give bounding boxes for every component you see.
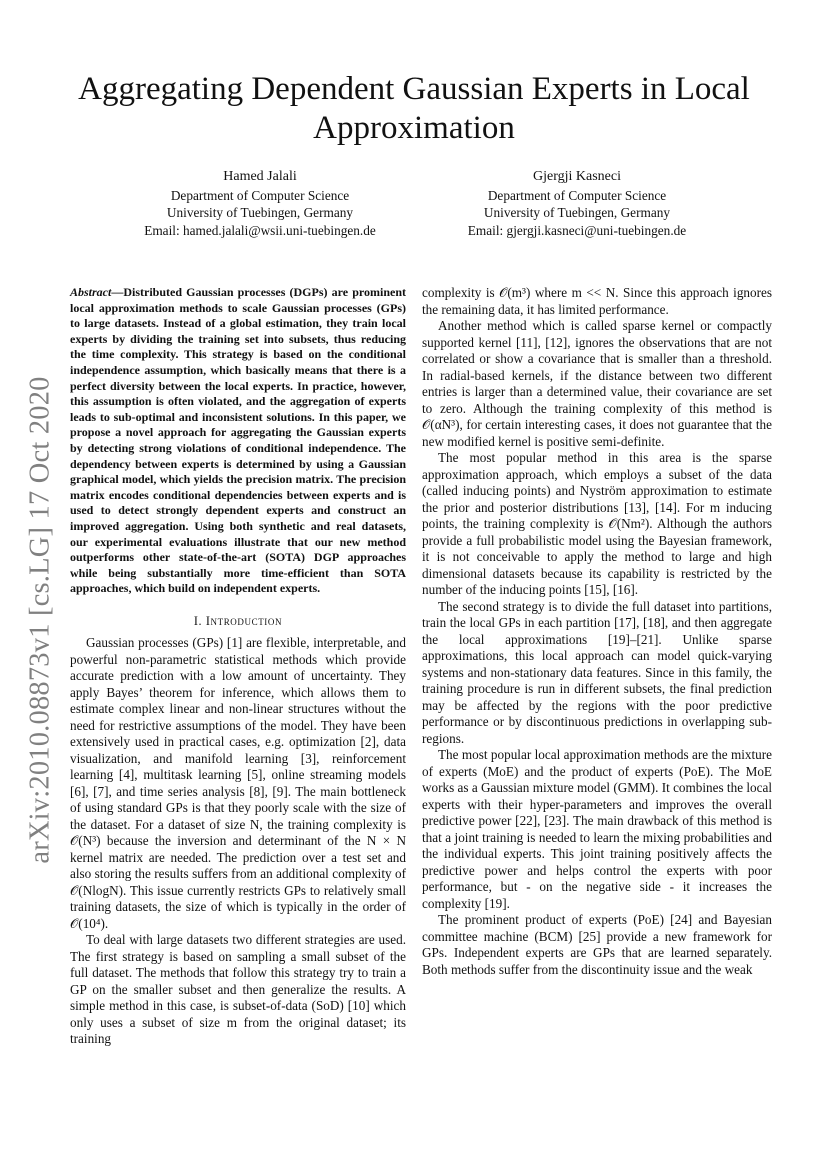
abstract-text: —Distributed Gaussian processes (DGPs) are prominent local approximation methods to scale Gaussian processes (GPs) to large datasets. Instead of a global estimation, they train local experts by dividing the training set into subsets, thus reducing the time complexity. This strategy is based on the conditional independence assumption, which basically means that there is a perfect diversity between the local experts. In practice, however, this assumption is often violated, and the aggregation of experts leads to sub-optimal and inconsistent solutions. In this paper, we propose a novel approach for aggregating the Gaussian experts by detecting strong violations of conditional independence. The dependency between experts is determined by using a Gaussian graphical model, which yields the precision matrix. The precision matrix encodes conditional dependencies between experts and is used to detect strongly dependent experts and construct an improved aggregation. Using both synthetic and real datasets, our experimental evaluations illustrate that our new method outperforms other state-of-the-art (SOTA) DGP approaches while being substantially more time-efficient than SOTA approaches, which build on independent experts. xyxy=(70,285,406,596)
abstract xyxy=(70,285,406,597)
author-university: University of Tuebingen, Germany xyxy=(166,205,354,220)
author-block-2 xyxy=(427,168,727,239)
body-paragraph: Gaussian processes (GPs) [1] are flexible, interpretable, and powerful non-parametric statistical methods which provide accurate prediction with a low amount of uncertainty. They apply Bayes’ theorem for inference, which allows them to estimate complex linear and non-linear structures without the need for restrictive assumptions of the model. They have been extensively used in practical cases, e.g. optimization [2], data visualization, and manifold learning [3], reinforcement learning [4], multitask learning [5], online streaming models [6], [7], and time series analysis [8], [9]. The main bottleneck of using standard GPs is that they poorly scale with the size of the dataset. For a dataset of size N, the training complexity is 𝒪(N³) because the inversion and determinant of the N × N kernel matrix are needed. The prediction over a test set and also storing the results suffers from an additional complexity of 𝒪(NlogN). This issue currently restricts GPs to relatively small training datasets, the size of which is typically in the order of 𝒪(10⁴). xyxy=(70,635,406,931)
author-name: Hamed Jalali xyxy=(223,169,297,184)
author-name: Gjergji Kasneci xyxy=(533,169,621,184)
body-paragraph: Another method which is called sparse kernel or compactly supported kernel [11], [12], ignores the observations that are not correlated or show a covariance that is smaller than a threshold. In radial-based kernels, if the distance between two different entries is larger than a determined value, their covariance are set to zero. Although the training complexity of this method is 𝒪(αN³), for certain interesting cases, it does not guarantee that the new modified kernel is positive semi-definite. xyxy=(422,318,772,449)
right-column xyxy=(422,285,772,978)
body-paragraph: complexity is 𝒪(m³) where m << N. Since this approach ignores the remaining data, it has limited performance. xyxy=(422,285,772,317)
author-email: Email: gjergji.kasneci@uni-tuebingen.de xyxy=(467,222,687,238)
section-heading xyxy=(70,613,406,630)
arxiv-identifier-sidebar xyxy=(16,360,66,880)
body-paragraph: The most popular method in this area is the sparse approximation approach, which employs a subset of the data (called inducing points) and Nyström approximation to estimate the prior and posterior distributions [13], [14]. For m inducing points, the training complexity is 𝒪(Nm²). Although the authors provide a full probabilistic model using the Bayesian framework, it is not conceivable to apply the method to large and high dimensional datasets because its capability is restricted by the number of the inducing points [15], [16]. xyxy=(422,450,772,597)
arxiv-identifier: arXiv:2010.08873v1 [cs.LG] 17 Oct 2020 xyxy=(25,376,56,864)
body-paragraph: The prominent product of experts (PoE) [24] and Bayesian committee machine (BCM) [25] provide a new framework for GPs. Independent experts are GPs that are learned separately. Both methods suffer from the discontinuity issue and the weak xyxy=(422,912,772,977)
author-university: University of Tuebingen, Germany xyxy=(483,205,671,220)
author-department: Department of Computer Science xyxy=(170,187,350,203)
body-paragraph: The most popular local approximation methods are the mixture of experts (MoE) and the product of experts (PoE). The MoE works as a Gaussian mixture model (GMM). It combines the local experts with their hyper-parameters and improves the overall predictive power [22], [23]. The main drawback of this method is that a joint training is needed to learn the mixing probabilities and the individual experts. This joint training positively affects the predictive power and helps control the experts with poor performance, but - on the negative side - it increases the complexity [19]. xyxy=(422,747,772,911)
body-paragraph: The second strategy is to divide the full dataset into partitions, train the local GPs in each partition [17], [18], and then aggregate the local approximations [19]–[21]. Unlike sparse approximations, this local approach can model quick-varying systems and non-stationary data features. Since in this family, the training procedure is run in different subsets, the final prediction may be affected by the regions with the poor predictive performance or by discontinuous predictions in overlapping sub-regions. xyxy=(422,598,772,746)
author-department: Department of Computer Science xyxy=(487,187,667,203)
author-block-1 xyxy=(110,168,410,239)
abstract-lead: Abstract xyxy=(70,285,112,299)
author-email: Email: hamed.jalali@wsii.uni-tuebingen.de xyxy=(144,222,376,238)
section-title: Introduction xyxy=(205,613,283,628)
left-column xyxy=(70,285,406,1048)
section-number: I. xyxy=(193,613,206,628)
paper-title: Aggregating Dependent Gaussian Experts in Local Approximation xyxy=(78,71,750,146)
body-paragraph: To deal with large datasets two different strategies are used. The first strategy is based on sampling a small subset of the full dataset. The methods that follow this strategy try to train a GP on the smaller subset and then generalize the results. A simple method in this case, is subset-of-data (SoD) [10] which only uses a subset of size m from the original dataset; its training xyxy=(70,932,406,1047)
